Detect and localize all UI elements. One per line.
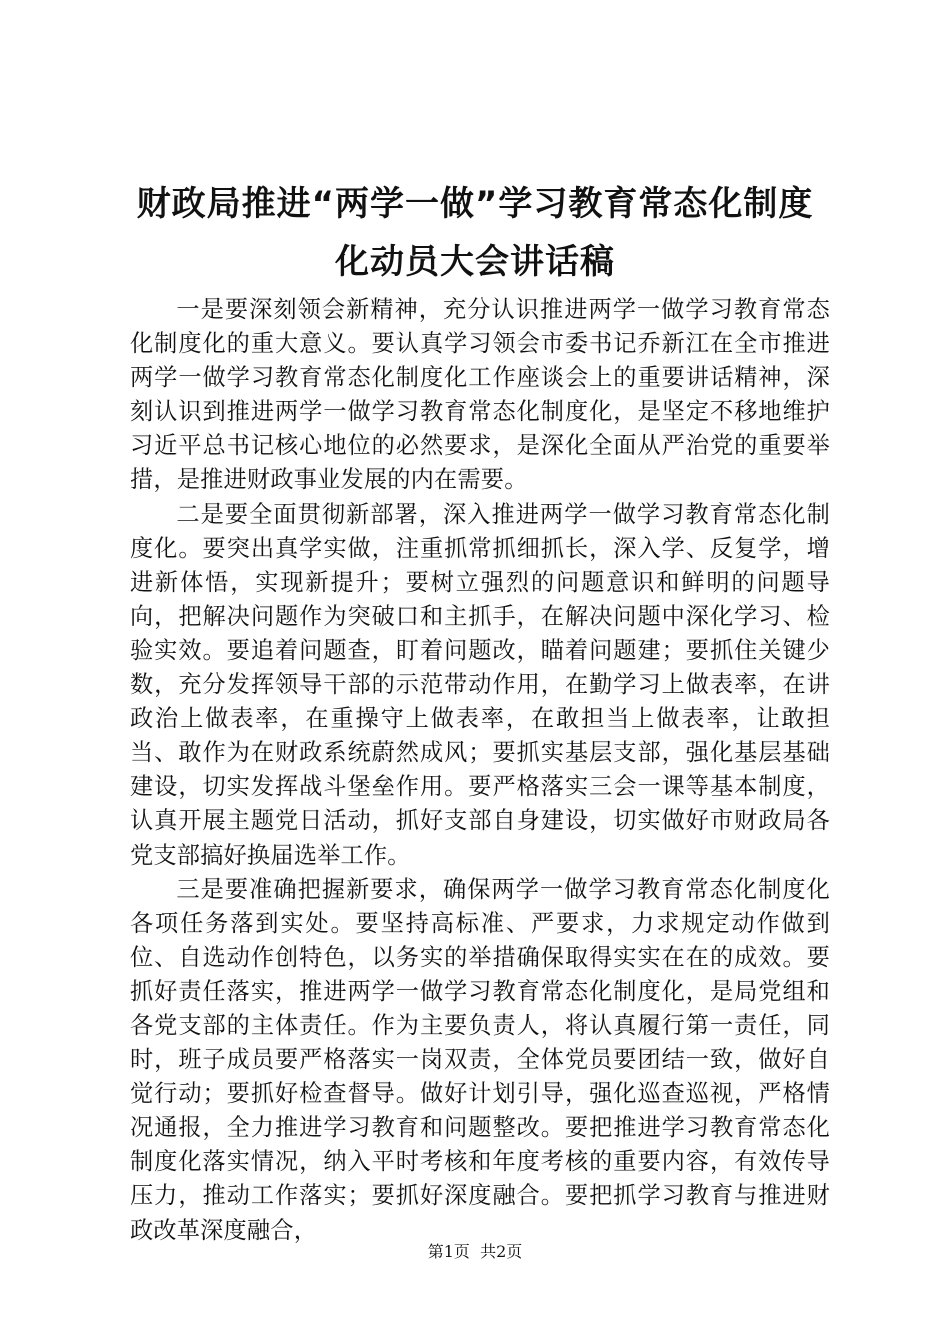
- document-body: [130, 293, 830, 1248]
- paragraph-3: 三是要准确把握新要求，确保两学一做学习教育常态化制度化各项任务落到实处。要坚持高标准、严要求，力求规定动作做到位、自选动作创特色，以务实的举措确保取得实实在在的成效。要抓好责任落实，推进两学一做学习教育常态化制度化，是局党组和各党支部的主体责任。作为主要负责人，将认真履行第一责任，同时，班子成员要严格落实一岗双责，全体党员要团结一致，做好自觉行动；要抓好检查督导。做好计划引导，强化巡查巡视，严格情况通报，全力推进学习教育和问题整改。要把推进学习教育常态化制度化落实情况，纳入平时考核和年度考核的重要内容，有效传导压力，推动工作落实；要抓好深度融合。要把抓学习教育与推进财政改革深度融合，: [130, 875, 830, 1244]
- paragraph-1: 一是要深刻领会新精神，充分认识推进两学一做学习教育常态化制度化的重大意义。要认真学习领会市委书记乔新江在全市推进两学一做学习教育常态化制度化工作座谈会上的重要讲话精神，深刻认识到推进两学一做学习教育常态化制度化，是坚定不移地维护习近平总书记核心地位的必然要求，是深化全面从严治党的重要举措，是推进财政事业发展的内在需要。: [130, 296, 830, 494]
- page-number-footer: 第1页 共2页: [427, 1242, 523, 1261]
- document-title-line-2: 化动员大会讲话稿: [335, 242, 615, 282]
- document-title-line-1: 财政局推进“两学一做”学习教育常态化制度: [136, 184, 814, 224]
- paragraph-2: 二是要全面贯彻新部署，深入推进两学一做学习教育常态化制度化。要突出真学实做，注重抓常抓细抓长，深入学、反复学，增进新体悟，实现新提升；要树立强烈的问题意识和鲜明的问题导向，把解决问题作为突破口和主抓手，在解决问题中深化学习、检验实效。要追着问题查，盯着问题改，瞄着问题建；要抓住关键少数，充分发挥领导干部的示范带动作用，在勤学习上做表率，在讲政治上做表率，在重操守上做表率，在敢担当上做表率，让敢担当、敢作为在财政系统蔚然成风；要抓实基层支部，强化基层基础建设，切实发挥战斗堡垒作用。要严格落实三会一课等基本制度，认真开展主题党日活动，抓好支部自身建设，切实做好市财政局各党支部搞好换届选举工作。: [130, 500, 830, 869]
